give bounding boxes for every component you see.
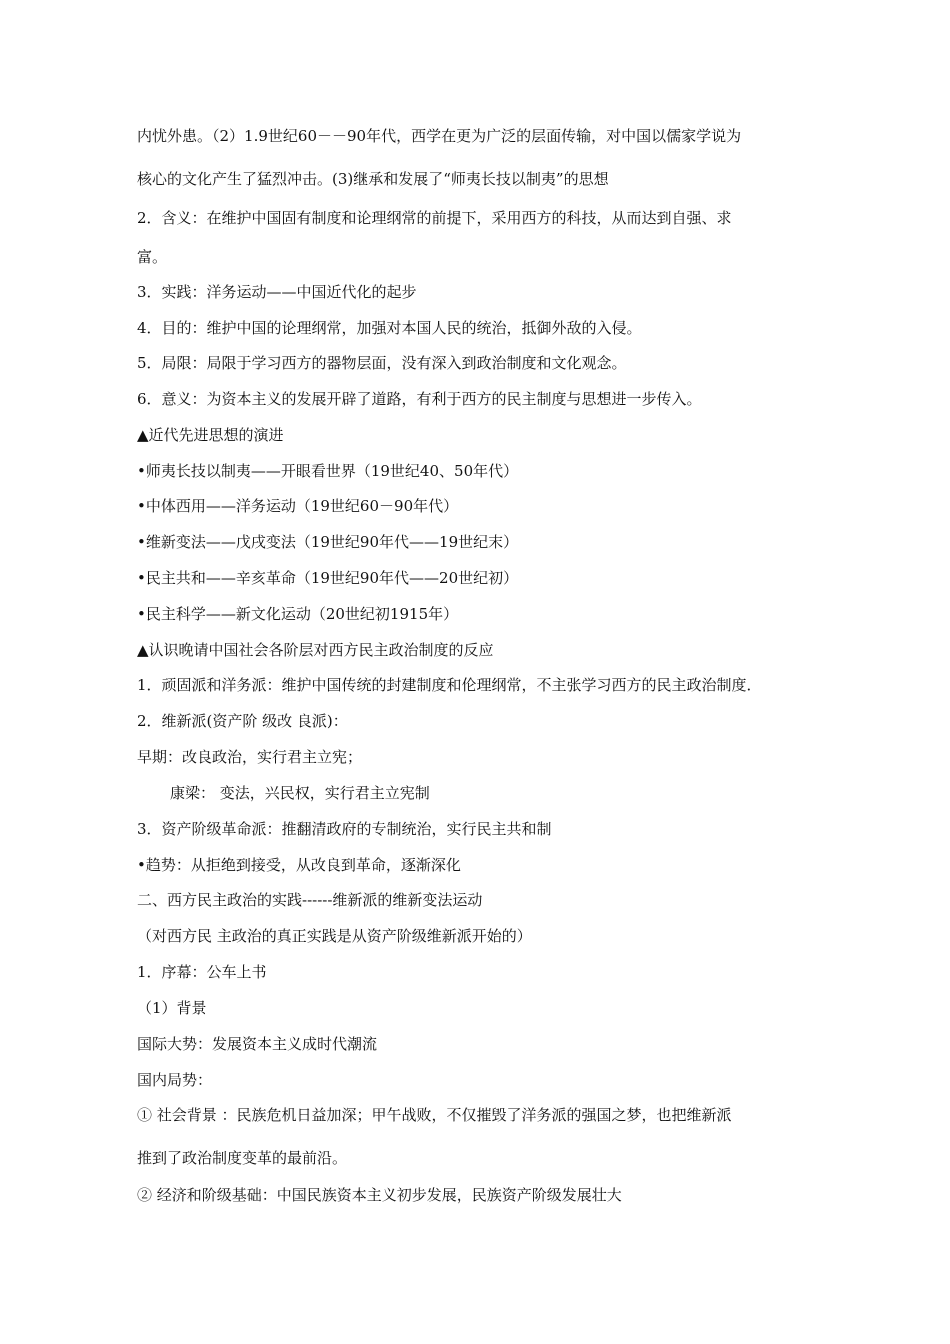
text-line: 核心的文化产生了猛烈冲击。(3)继承和发展了“师夷长技以制夷”的思想 — [137, 170, 609, 188]
text-line: 1．序幕：公车上书 — [137, 963, 267, 981]
text-line: 3．资产阶级革命派：推翻清政府的专制统治，实行民主共和制 — [137, 820, 552, 838]
section-heading: ▲近代先进思想的演进 — [137, 426, 284, 444]
list-item: •民主共和——辛亥革命（19世纪90年代——20世纪初） — [137, 569, 519, 587]
text-line: 国际大势：发展资本主义成时代潮流 — [137, 1035, 378, 1053]
text-line: 早期：改良政治，实行君主立宪； — [137, 748, 363, 766]
text-line: 4．目的：维护中国的论理纲常，加强对本国人民的统治，抵御外敌的入侵。 — [137, 319, 642, 337]
text-line: 国内局势： — [137, 1071, 213, 1089]
text-line: （对西方民 主政治的真正实践是从资产阶级维新派开始的） — [137, 927, 532, 945]
text-line: 康梁： 变法，兴民权，实行君主立宪制 — [170, 784, 430, 802]
text-line: （1）背景 — [137, 999, 207, 1017]
text-line: 1．顽固派和洋务派：维护中国传统的封建制度和伦理纲常，不主张学习西方的民主政治制度． — [137, 676, 762, 694]
text-line: 6．意义：为资本主义的发展开辟了道路，有利于西方的民主制度与思想进一步传入。 — [137, 390, 702, 408]
list-item: •维新变法——戊戌变法（19世纪90年代——19世纪末） — [137, 533, 519, 551]
list-item: •师夷长技以制夷——开眼看世界（19世纪40、50年代） — [137, 462, 519, 480]
list-item: •趋势：从拒绝到接受，从改良到革命，逐渐深化 — [137, 856, 461, 874]
text-line: 2．维新派(资产阶 级改 良派)： — [137, 712, 348, 730]
text-line: 推到了政治制度变革的最前沿。 — [137, 1149, 348, 1167]
section-heading: 二、西方民主政治的实践------维新派的维新变法运动 — [137, 891, 483, 909]
text-line: ① 社会背景 ：民族危机日益加深；甲午战败，不仅摧毁了洋务派的强国之梦，也把维新派 — [137, 1106, 732, 1124]
text-line: 富。 — [137, 248, 168, 266]
text-line: 3．实践：洋务运动——中国近代化的起步 — [137, 283, 417, 301]
text-line: 5．局限：局限于学习西方的器物层面，没有深入到政治制度和文化观念。 — [137, 354, 627, 372]
text-line: ② 经济和阶级基础：中国民族资本主义初步发展，民族资产阶级发展壮大 — [137, 1186, 622, 1204]
section-heading: ▲认识晚请中国社会各阶层对西方民主政治制度的反应 — [137, 641, 494, 659]
text-line: 2．含义：在维护中国固有制度和论理纲常的前提下，采用西方的科技，从而达到自强、求 — [137, 209, 732, 227]
list-item: •民主科学——新文化运动（20世纪初1915年） — [137, 605, 459, 623]
text-line: 内忧外患。（2）1.9世纪60－－90年代，西学在更为广泛的层面传输，对中国以儒家学说为 — [137, 127, 742, 145]
list-item: •中体西用——洋务运动（19世纪60－90年代） — [137, 497, 459, 515]
